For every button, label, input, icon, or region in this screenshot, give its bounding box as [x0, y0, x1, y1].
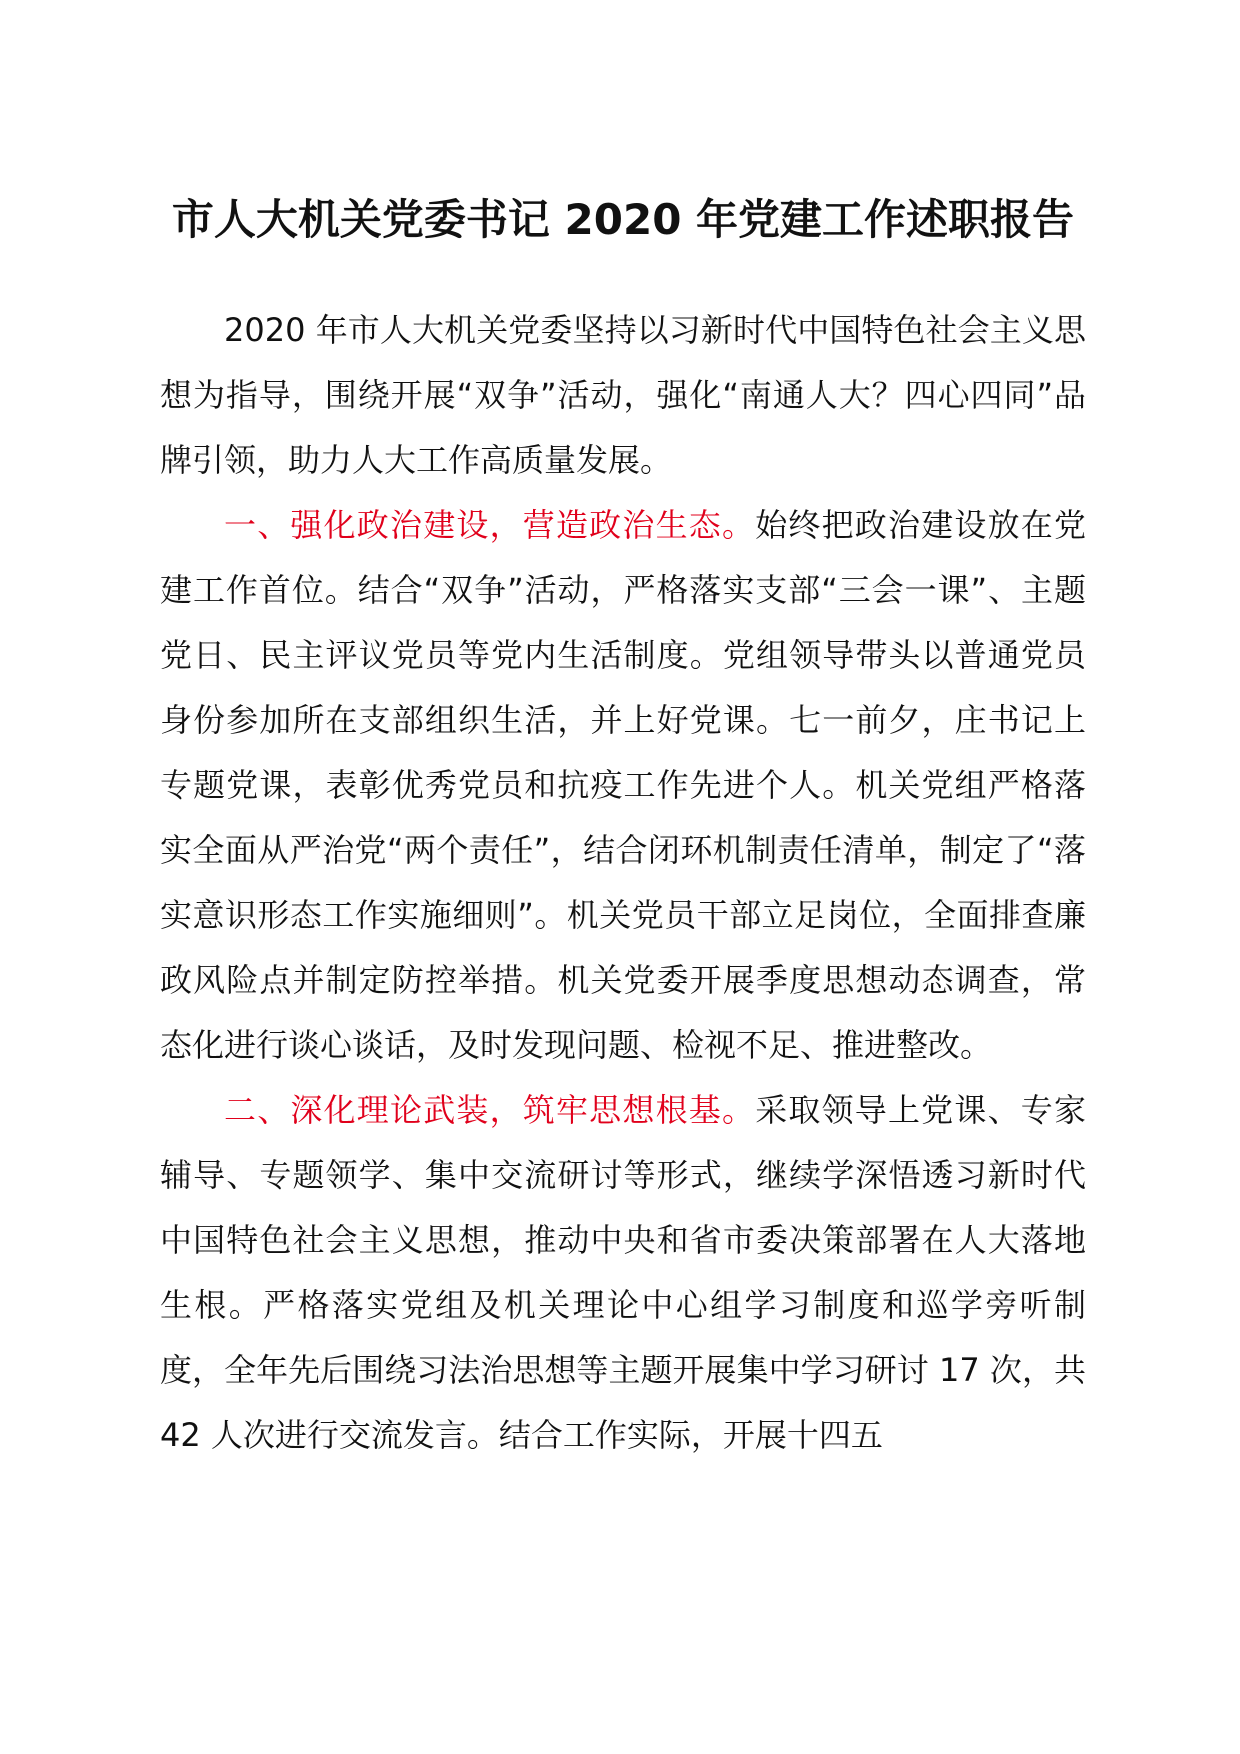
document-body — [160, 298, 1086, 1468]
paragraph-text: 始终把政治建设放在党建工作首位。结合“双争”活动，严格落实支部“三会一课”、主题党日、民主评议党员等党内生活制度。党组领导带头以普通党员身份参加所在支部组织生活，并上好党课。七一前夕，庄书记上专题党课，表彰优秀党员和抗疫工作先进个人。机关党组严格落实全面从严治党“两个责任”，结合闭环机制责任清单，制定了“落实意识形态工作实施细则”。机关党员干部立足岗位，全面排查廉政风险点并制定防控举措。机关党委开展季度思想动态调查，常态化进行谈心谈话，及时发现问题、检视不足、推进整改。 — [160, 506, 1086, 1064]
paragraph-text: 采取领导上党课、专家辅导、专题领学、集中交流研讨等形式，继续学深悟透习新时代中国特色社会主义思想，推动中央和省市委决策部署在人大落地生根。严格落实党组及机关理论中心组学习制度和巡学旁听制度，全年先后围绕习法治思想等主题开展集中学习研讨 17 次，共 42 人次进行交流发言。结合工作实际，开展十四五 — [160, 1091, 1086, 1454]
paragraph-section-1 — [160, 493, 1086, 1078]
paragraph-text: 2020 年市人大机关党委坚持以习新时代中国特色社会主义思想为指导，围绕开展“双争”活动，强化“南通人大？四心四同”品牌引领，助力人大工作高质量发展。 — [160, 311, 1086, 479]
paragraph-section-2 — [160, 1078, 1086, 1468]
document-page — [160, 188, 1086, 1468]
document-title: 市人大机关党委书记 2020 年党建工作述职报告 — [171, 195, 1075, 244]
section-heading: 一、强化政治建设，营造政治生态。 — [224, 506, 756, 544]
paragraph-intro — [160, 298, 1086, 493]
section-heading: 二、深化理论武装，筑牢思想根基。 — [224, 1091, 756, 1129]
